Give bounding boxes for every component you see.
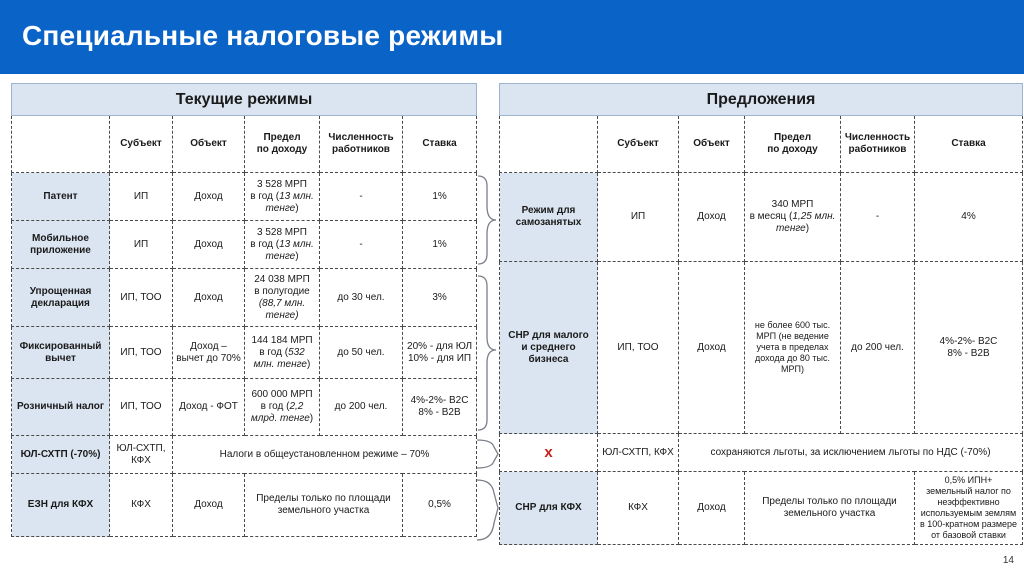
corner-cell	[12, 116, 110, 173]
arrow-yul	[477, 440, 498, 468]
subject-cell: ЮЛ-СХТП, КФХ	[598, 434, 679, 472]
table-row	[12, 327, 477, 379]
header-object: Объект	[679, 116, 745, 173]
rate-cell: 1%	[403, 221, 477, 269]
regime-name-mobile: Мобильное приложение	[12, 221, 110, 269]
regime-name-retail-tax: Розничный налог	[12, 379, 110, 436]
limit-cell: 144 184 МРП в год (532 млн. тенге)	[245, 327, 320, 379]
limit-cell: 24 038 МРП в полугодие (88,7 млн. тенге)	[245, 269, 320, 327]
header-subject: Субъект	[598, 116, 679, 173]
rate-cell: 4%	[915, 173, 1023, 262]
rate-cell: 4%-2%- B2C 8% - B2B	[915, 262, 1023, 434]
header-rate: Ставка	[915, 116, 1023, 173]
corner-cell	[500, 116, 598, 173]
subject-cell: ИП, ТОО	[110, 379, 173, 436]
current-regimes-table	[11, 83, 477, 537]
proposal-name-self-employed: Режим для самозанятых	[500, 173, 598, 262]
subject-cell: ИП	[598, 173, 679, 262]
benefits-kept-note: сохраняются льготы, за исключением льготы по НДС (-70%)	[679, 434, 1023, 472]
proposals-heading: Предложения	[500, 84, 1023, 116]
row-grouping-braces	[474, 0, 502, 560]
object-cell: Доход	[173, 173, 245, 221]
subject-cell: ИП	[110, 173, 173, 221]
cancelled-mark: x	[500, 434, 598, 472]
object-cell: Доход	[173, 221, 245, 269]
table-row	[500, 173, 1023, 262]
current-column-headers	[12, 116, 477, 173]
rate-cell: 3%	[403, 269, 477, 327]
regime-name-ezn-kfh: ЕЗН для КФХ	[12, 474, 110, 537]
object-cell: Доход	[173, 269, 245, 327]
subject-cell: ИП	[110, 221, 173, 269]
object-cell: Доход	[679, 173, 745, 262]
object-cell: Доход – вычет до 70%	[173, 327, 245, 379]
proposal-name-snr-kfh: СНР для КФХ	[500, 472, 598, 545]
page-title: Специальные налоговые режимы	[22, 20, 504, 51]
header-limit: Предел по доходу	[745, 116, 841, 173]
rate-cell: 1%	[403, 173, 477, 221]
subject-cell: КФХ	[110, 474, 173, 537]
limit-cell: Пределы только по площади земельного участка	[745, 472, 915, 545]
page-number: 14	[1002, 555, 1014, 566]
brace-self-employed	[478, 176, 496, 264]
brace-snr-small	[478, 276, 496, 430]
table-row	[12, 474, 477, 537]
table-row	[12, 436, 477, 474]
table-row	[12, 269, 477, 327]
object-cell: Доход	[679, 262, 745, 434]
rate-cell: 0,5% ИПН+ земельный налог по неэффективно используемым землям в 100-кратном размере от базовой ставки	[915, 472, 1023, 545]
header-limit: Предел по доходу	[245, 116, 320, 173]
subject-cell: ИП, ТОО	[110, 327, 173, 379]
general-regime-note: Налоги в общеустановленном режиме – 70%	[173, 436, 477, 474]
subject-cell: ЮЛ-СХТП, КФХ	[110, 436, 173, 474]
object-cell: Доход	[173, 474, 245, 537]
table-row	[12, 173, 477, 221]
subject-cell: КФХ	[598, 472, 679, 545]
table-row	[500, 262, 1023, 434]
proposals-heading-row	[500, 84, 1023, 116]
table-row	[500, 434, 1023, 472]
arrow-kfh	[477, 480, 498, 540]
table-row	[12, 379, 477, 436]
limit-cell: 600 000 МРП в год (2,2 млрд. тенге)	[245, 379, 320, 436]
table-row	[500, 472, 1023, 545]
current-heading-row	[12, 84, 477, 116]
limit-cell: 3 528 МРП в год (13 млн. тенге)	[245, 173, 320, 221]
staff-cell: -	[320, 173, 403, 221]
header-object: Объект	[173, 116, 245, 173]
header-subject: Субъект	[110, 116, 173, 173]
limit-cell: 3 528 МРП в год (13 млн. тенге)	[245, 221, 320, 269]
proposals-column-headers	[500, 116, 1023, 173]
subject-cell: ИП, ТОО	[598, 262, 679, 434]
rate-cell: 0,5%	[403, 474, 477, 537]
current-regimes-heading: Текущие режимы	[12, 84, 477, 116]
header-staff: Численность работников	[841, 116, 915, 173]
staff-cell: до 200 чел.	[320, 379, 403, 436]
staff-cell: -	[841, 173, 915, 262]
subject-cell: ИП, ТОО	[110, 269, 173, 327]
rate-cell: 20% - для ЮЛ 10% - для ИП	[403, 327, 477, 379]
limit-cell: 340 МРП в месяц (1,25 млн. тенге)	[745, 173, 841, 262]
staff-cell: до 50 чел.	[320, 327, 403, 379]
staff-cell: до 30 чел.	[320, 269, 403, 327]
limit-cell: Пределы только по площади земельного участка	[245, 474, 403, 537]
header-rate: Ставка	[403, 116, 477, 173]
header-staff: Численность работников	[320, 116, 403, 173]
staff-cell: -	[320, 221, 403, 269]
proposal-name-snr-small: СНР для малого и среднего бизнеса	[500, 262, 598, 434]
title-banner	[0, 0, 1024, 74]
limit-cell: не более 600 тыс. МРП (не ведение учета в пределах дохода до 80 тыс. МРП)	[745, 262, 841, 434]
regime-name-simplified: Упрощенная декларация	[12, 269, 110, 327]
regime-name-yul-skhtp: ЮЛ-СХТП (-70%)	[12, 436, 110, 474]
rate-cell: 4%-2%- B2C 8% - B2B	[403, 379, 477, 436]
object-cell: Доход	[679, 472, 745, 545]
regime-name-fixed-deduction: Фиксированный вычет	[12, 327, 110, 379]
staff-cell: до 200 чел.	[841, 262, 915, 434]
regime-name-patent: Патент	[12, 173, 110, 221]
proposals-table	[499, 83, 1023, 545]
object-cell: Доход - ФОТ	[173, 379, 245, 436]
table-row	[12, 221, 477, 269]
